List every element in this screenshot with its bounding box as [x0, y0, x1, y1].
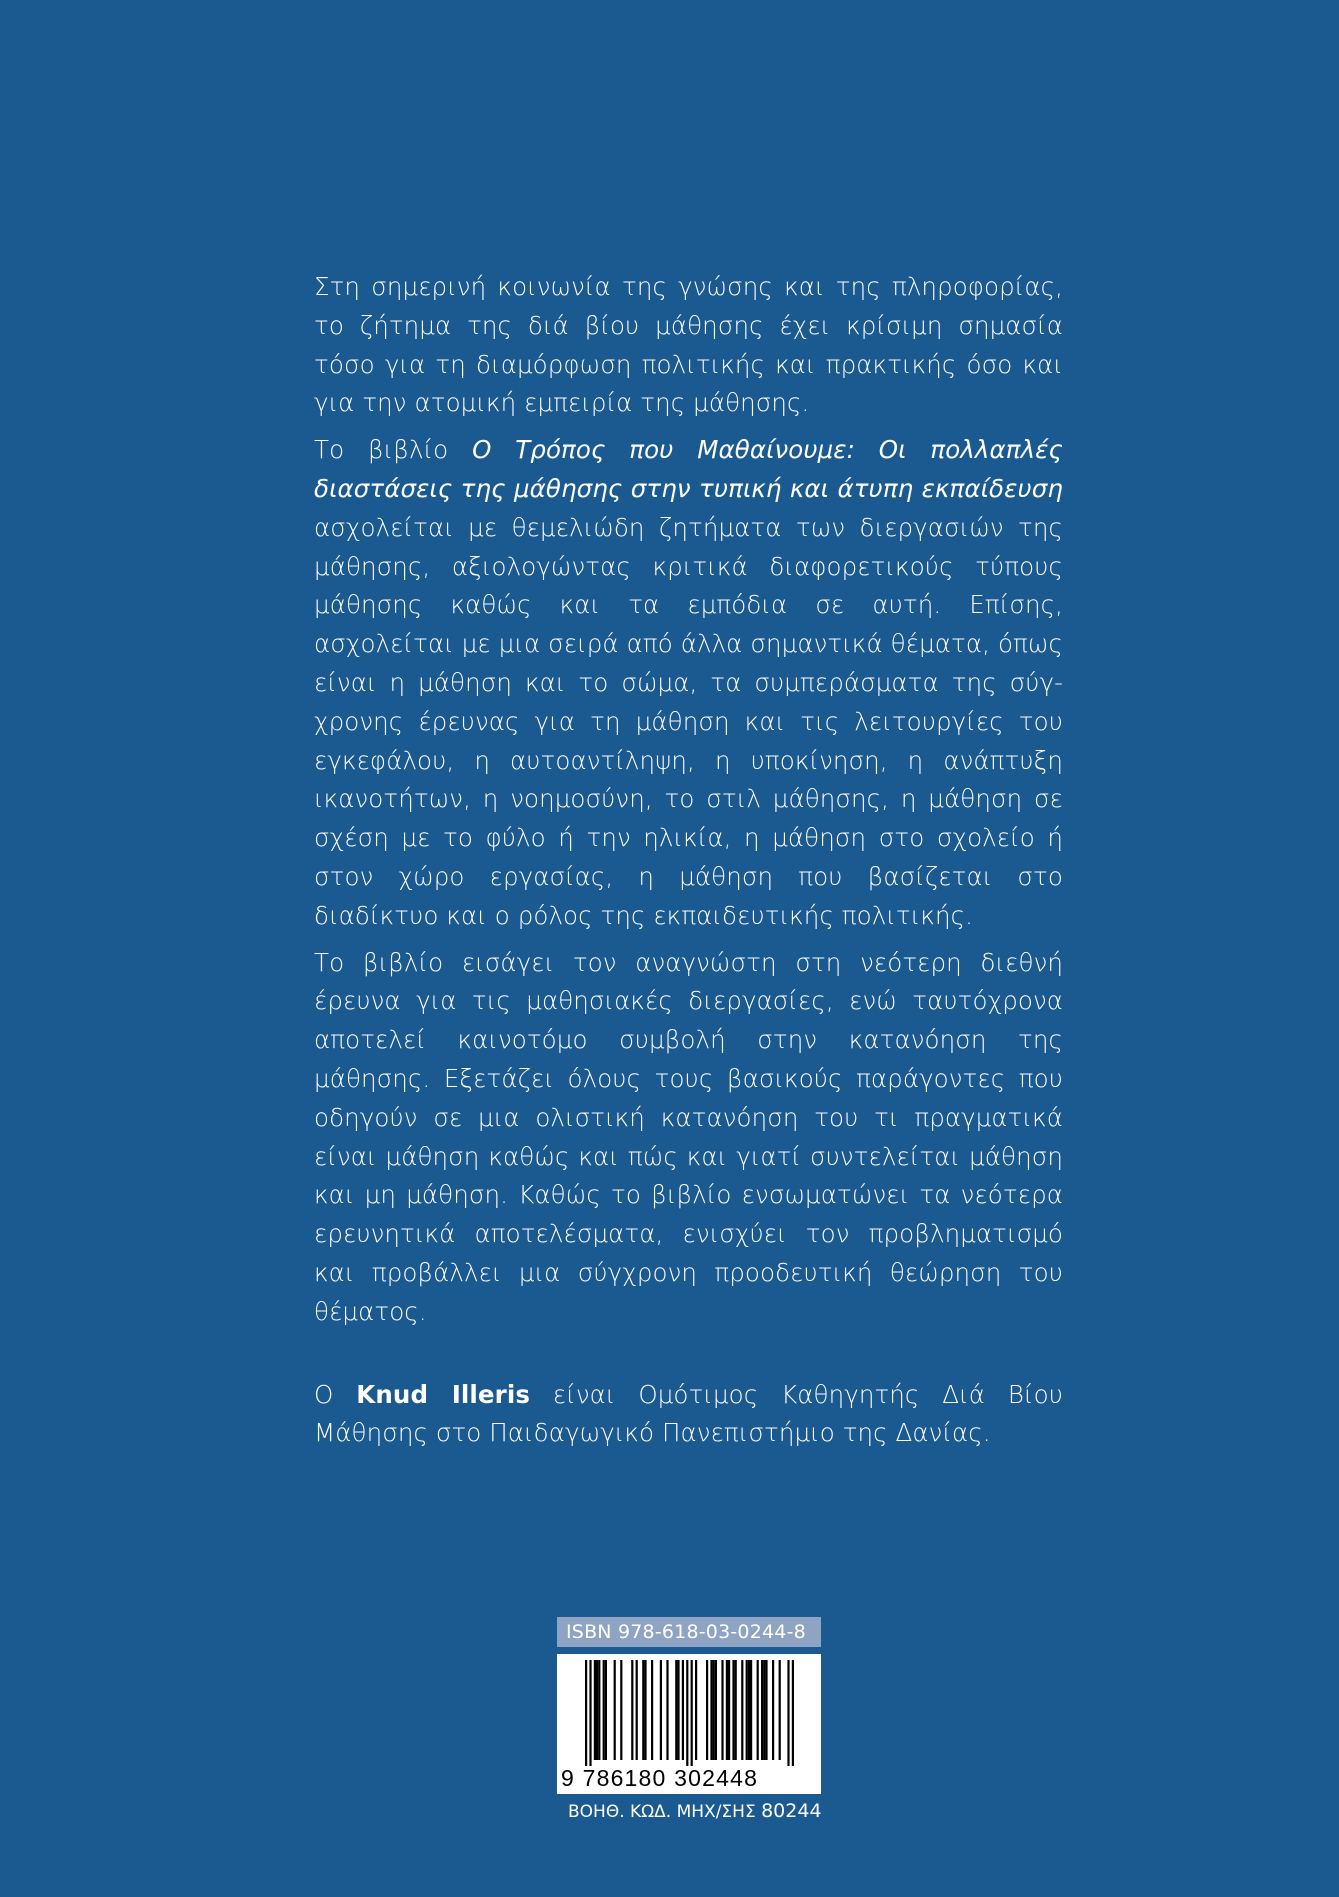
barcode-bar [710, 1660, 712, 1760]
barcode-bar [772, 1660, 774, 1760]
barcode-bar [792, 1660, 794, 1766]
barcode-bar [787, 1660, 789, 1766]
book-title-italic: Ο Τρόπος που Μαθαίνουμε: Οι πολλαπλές διαστάσεις της μάθησης στην τυπική και άτυπη εκπαίδευση [314, 435, 1064, 503]
barcode-bar [636, 1660, 638, 1760]
isbn-label: ISBN 978-618-03-0244-8 [557, 1617, 821, 1647]
barcode-bar [706, 1660, 708, 1760]
barcode-bar [715, 1660, 717, 1760]
barcode-bar [728, 1660, 730, 1760]
barcode-bar [757, 1660, 759, 1760]
barcode-bar [594, 1660, 596, 1760]
barcode [557, 1654, 821, 1794]
helper-code-label: ΒΟΗΘ. ΚΩΔ. ΜΗΧ/ΣΗΣ [568, 1802, 762, 1822]
helper-code-number: 80244 [761, 1800, 822, 1822]
barcode-bar [691, 1660, 693, 1766]
barcode-bar [598, 1660, 600, 1760]
author-bio-rest: είναι Ομότιμος Καθηγητής Διά Βίου Μάθησης στο Παιδαγωγικό Πανεπιστήμιο της Δανίας. [314, 1379, 1063, 1448]
barcode-bar [763, 1660, 765, 1760]
author-bio [314, 1376, 1063, 1454]
barcode-bar [642, 1660, 644, 1760]
barcode-bar [596, 1660, 598, 1760]
helper-code [568, 1800, 828, 1823]
barcode-bar [644, 1660, 646, 1760]
barcode-bar [660, 1660, 662, 1760]
barcode-bar [603, 1660, 605, 1760]
barcode-bar [605, 1660, 607, 1760]
barcode-digits: 9 786180 302448 [561, 1765, 759, 1791]
paragraph-lead: Το βιβλίο [314, 435, 473, 465]
barcode-bar [614, 1660, 616, 1760]
barcode-bar [686, 1660, 688, 1766]
barcode-bars [557, 1654, 821, 1766]
author-name: Knud Illeris [356, 1379, 531, 1409]
paragraph-intro: Στη σημερινή κοινωνία της γνώσης και της πληροφορίας, το ζήτημα της διά βίου μάθησης έχει κρίσιμη σημασία τόσο για τη διαμόρφωση πολιτικής και πρακτικής όσο και για την ατομική εμπειρία της μάθησης. [314, 272, 1063, 418]
paragraph-description-rest: ασχολείται με θεμελιώδη ζητήματα των διεργασιών της μάθησης, αξιολογώντας κριτικά διαφορετικούς τύπους μάθησης καθώς και τα εμπόδια σε αυτή. Επίσης, ασχολείται με μια σειρά από άλλα σημαντικά θέματα, όπως είναι η μάθηση και το σώμα, τα συμπεράσματα της σύγχρονης έρευνας για τη μάθηση και τις λειτουργίες του εγκεφάλου, η αυτοαντίληψη, η υποκίνηση, η ανάπτυξη ικανοτήτων, η νοημοσύνη, το στιλ μάθησης, η μάθηση σε σχέση με το φύλο ή την ηλικία, η μάθηση στο σχολείο ή στον χώρο εργασίας, η μάθηση που βασίζεται στο διαδίκτυο και ο ρόλος της εκπαιδευτικής πολιτικής. [314, 512, 1063, 930]
barcode-bar [735, 1660, 737, 1760]
barcode-bar [726, 1660, 728, 1760]
barcode-bar [695, 1660, 697, 1760]
barcode-bar [677, 1660, 679, 1760]
barcode-bar [779, 1660, 781, 1760]
barcode-bar [675, 1660, 677, 1760]
barcode-bar [589, 1660, 591, 1766]
barcode-bar [651, 1660, 653, 1760]
barcode-bar [741, 1660, 743, 1760]
barcode-bar [732, 1660, 734, 1760]
back-cover-text [314, 268, 1063, 1461]
barcode-bar [620, 1660, 622, 1760]
paragraph-research: Το βιβλίο εισάγει τον αναγνώστη στη νεότερη διεθνή έρευνα για τις μαθησιακές διεργασίες, ενώ ταυτόχρονα αποτελεί καινοτόμο συμβολή στην κατανόηση της μάθησης. Εξετάζει όλους τους βασικούς παράγοντες που οδηγούν σε μια ολιστική κατανόηση του τι πραγματικά είναι μάθηση καθώς και πώς και γιατί συντελείται μάθηση και μη μάθηση. Καθώς το βιβλίο ενσωματώνει τα νεότερα ερευνητικά αποτελέσματα, ενισχύει τον προβληματισμό και προβάλλει μια σύγχρονη προοδευτική θεώρηση του θέματος. [314, 947, 1063, 1326]
author-prefix: Ο [314, 1379, 357, 1409]
barcode-bar [746, 1660, 748, 1760]
paragraph-book-description [314, 431, 1063, 935]
barcode-bar [765, 1660, 767, 1760]
barcode-bar [666, 1660, 668, 1760]
barcode-bar [750, 1660, 752, 1760]
barcode-bar [748, 1660, 750, 1760]
barcode-bar [585, 1660, 587, 1766]
barcode-bar [682, 1660, 684, 1760]
barcode-bar [713, 1660, 715, 1760]
barcode-bar [761, 1660, 763, 1760]
barcode-bar [631, 1660, 633, 1760]
barcode-bar [721, 1660, 723, 1760]
